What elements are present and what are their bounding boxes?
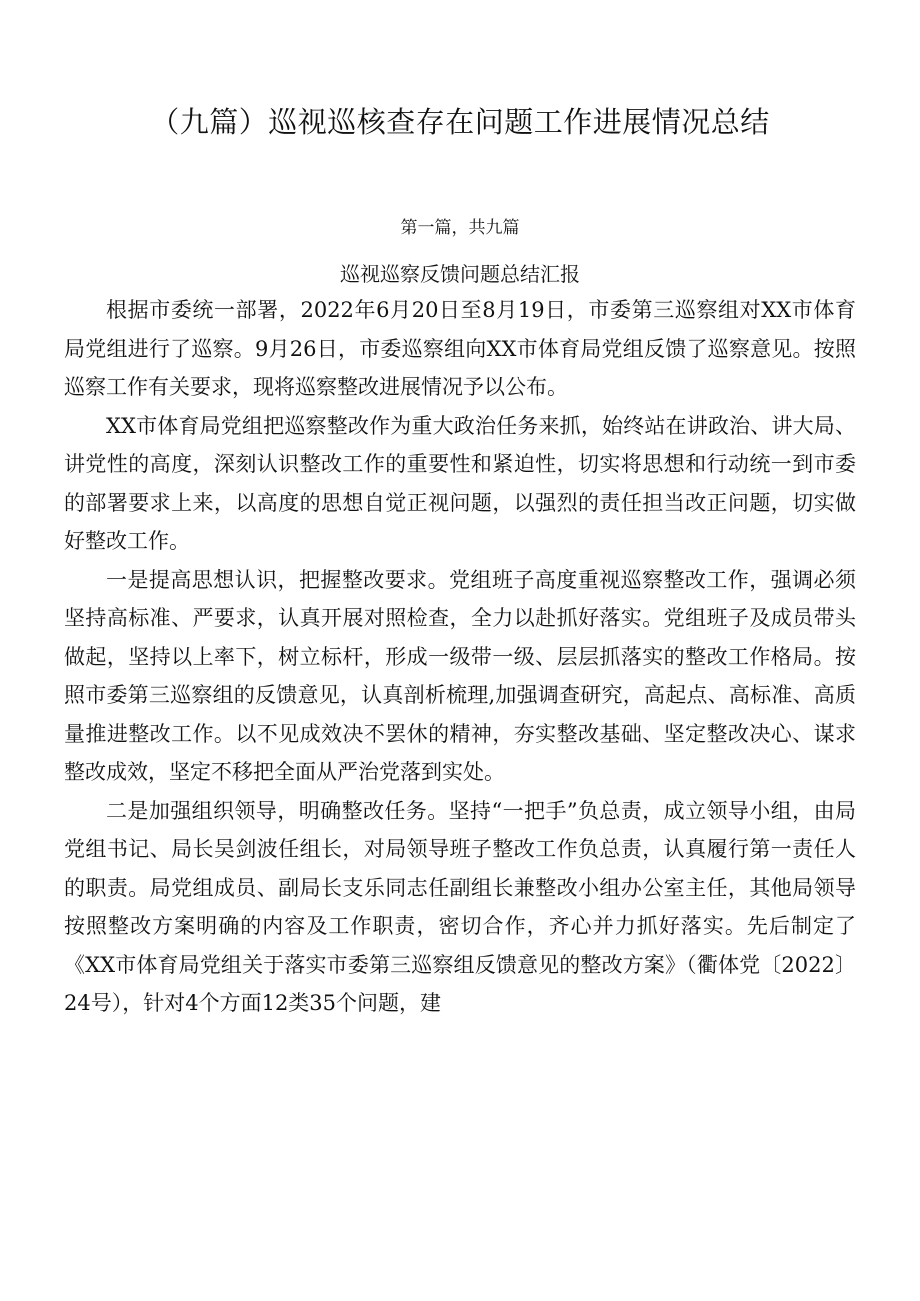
- paragraph: 根据市委统一部署，2022年6月20日至8月19日，市委第三巡察组对XX市体育局党组进行了巡察。9月26日，市委巡察组向XX市体育局党组反馈了巡察意见。按照巡察工作有关要求，现将巡察整改进展情况予以公布。: [64, 298, 856, 399]
- paragraph: 二是加强组织领导，明确整改任务。坚持“一把手”负总责，成立领导小组，由局党组书记、局长吴剑波任组长，对局领导班子整改工作负总责，认真履行第一责任人的职责。局党组成员、副局长支乐同志任副组长兼整改小组办公室主任，其他局领导按照整改方案明确的内容及工作职责，密切合作，齐心并力抓好落实。先后制定了《XX市体育局党组关于落实市委第三巡察组反馈意见的整改方案》（衢体党〔2022〕24号），针对4个方面12类35个问题，建: [64, 798, 856, 1015]
- section-label: 第一篇，共九篇: [400, 218, 520, 238]
- paragraph: XX市体育局党组把巡察整改作为重大政治任务来抓，始终站在讲政治、讲大局、讲党性的高度，深刻认识整改工作的重要性和紧迫性，切实将思想和行动统一到市委的部署要求上来，以高度的思想自觉正视问题，以强烈的责任担当改正问题，切实做好整改工作。: [64, 413, 856, 553]
- document-title: （九篇）巡视巡核查存在问题工作进展情况总结: [150, 105, 770, 139]
- document-body: [64, 291, 856, 1023]
- paragraph: 一是提高思想认识，把握整改要求。党组班子高度重视巡察整改工作，强调必须坚持高标准、严要求，认真开展对照检查，全力以赴抓好落实。党组班子及成员带头做起，坚持以上率下，树立标杆，形成一级带一级、层层抓落实的整改工作格局。按照市委第三巡察组的反馈意见，认真剖析梳理,加强调查研究，高起点、高标准、高质量推进整改工作。以不见成效决不罢休的精神，夯实整改基础、坚定整改决心、谋求整改成效，坚定不移把全面从严治党落到实处。: [64, 567, 856, 784]
- section-heading: 巡视巡察反馈问题总结汇报: [340, 262, 580, 286]
